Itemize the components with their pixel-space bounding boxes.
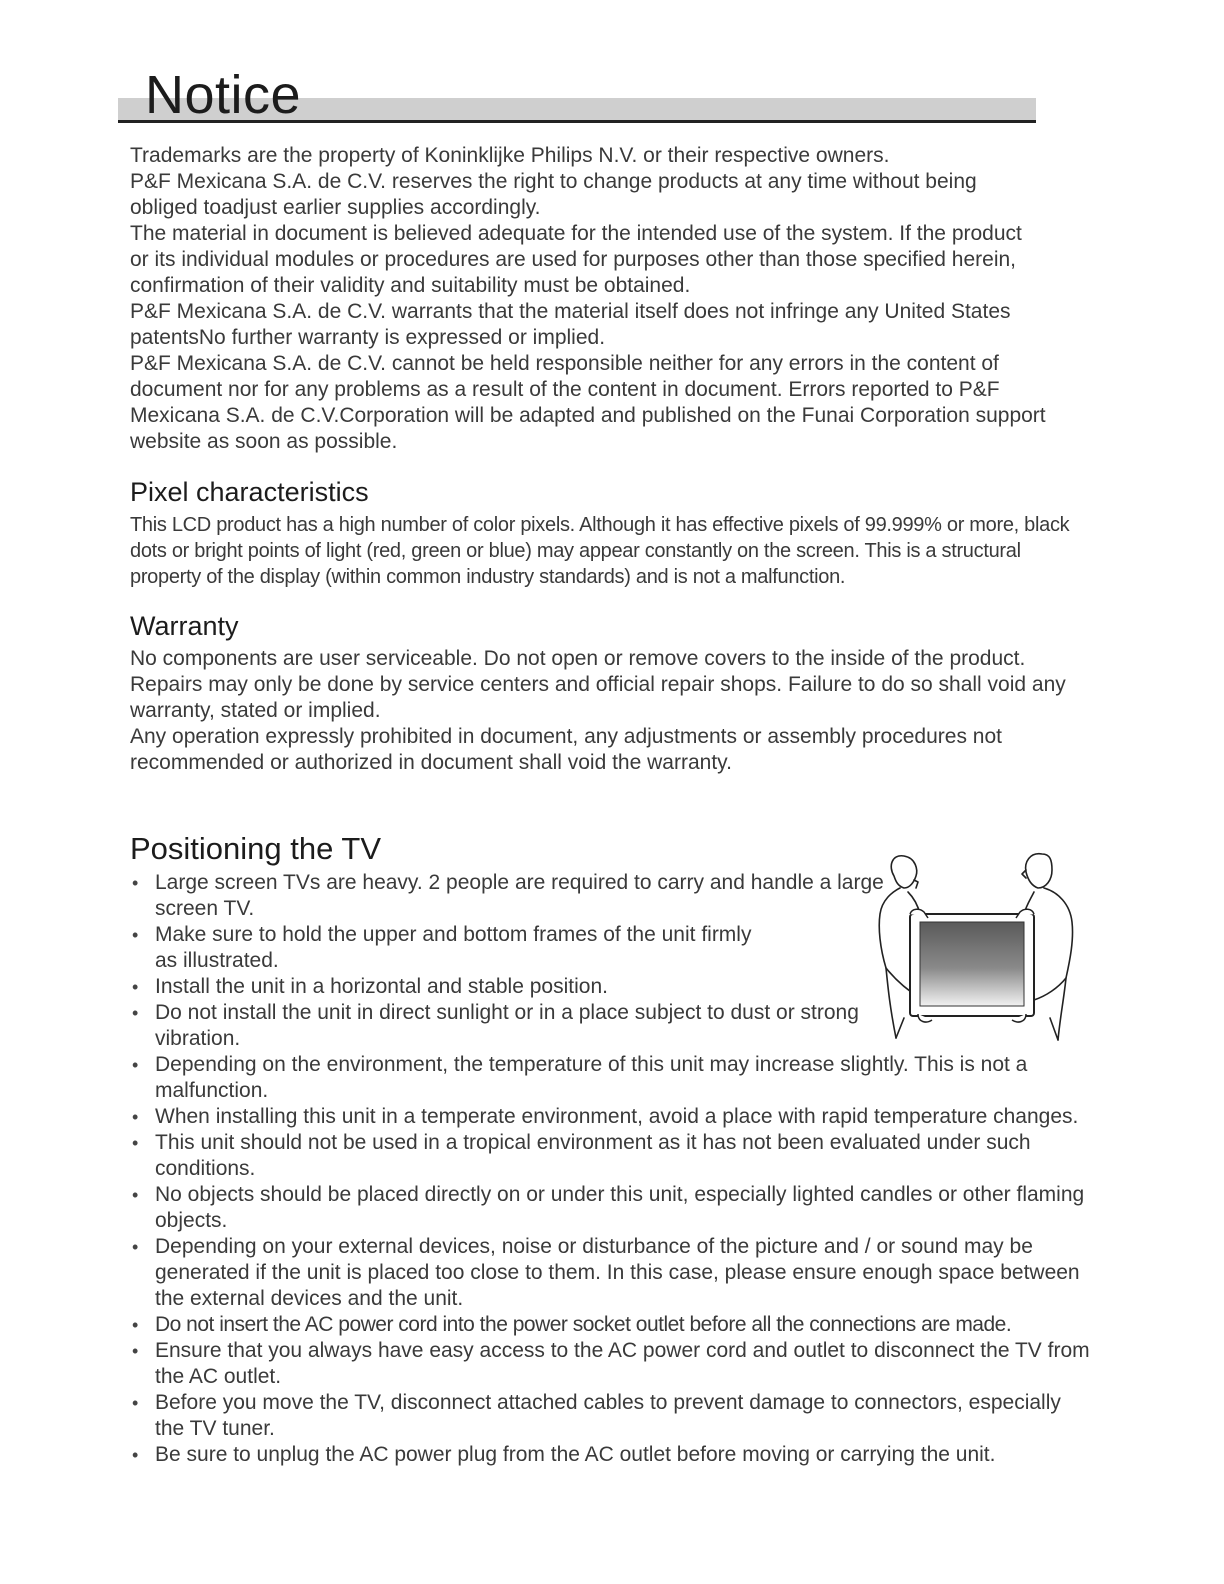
two-people-carrying-tv-illustration [874,848,1084,1044]
pixel-characteristics-heading: Pixel characteristics [130,477,369,507]
positioning-heading: Positioning the TV [130,831,382,866]
list-item: • When installing this unit in a temperate environment, avoid a place with rapid temperature changes. [130,1104,1100,1130]
pixel-characteristics-section [130,476,1090,590]
list-item: • Make sure to hold the upper and bottom frames of the unit firmly as illustrated. [130,922,775,974]
list-item: • Ensure that you always have easy access to the AC power cord and outlet to disconnect the TV from the AC outlet. [130,1338,1095,1390]
list-item: • Install the unit in a horizontal and stable position. [130,974,885,1000]
list-item: • Depending on the environment, the temperature of this unit may increase slightly. This is not a malfunction. [130,1052,1100,1104]
list-item: • Large screen TVs are heavy. 2 people are required to carry and handle a large screen TV. [130,870,885,922]
notice-section [130,143,1090,455]
pixel-characteristics-body: This LCD product has a high number of color pixels. Although it has effective pixels of 99.999% or more, black dots or bright points of light (red, green or blue) may appear constantly on the screen. This is a structural property of the display (within common industry standards) and is not a malfunction. [130,514,1070,588]
warranty-heading: Warranty [130,611,239,641]
warranty-paragraph: No components are user serviceable. Do not open or remove covers to the inside of the product. Repairs may only be done by service centers and official repair shops. Failure to do so shall void any warranty, stated or implied. [130,647,1066,722]
warranty-paragraph: Any operation expressly prohibited in document, any adjustments or assembly procedures not recommended or authorized in document shall void the warranty. [130,725,1002,774]
notice-paragraph: P&F Mexicana S.A. de C.V. cannot be held responsible neither for any errors in the content of document nor for any problems as a result of the content in document. Errors reported to P&F Mexicana S.A. de C.V.Corporation will be adapted and published on the Funai Corporation support website as soon as possible. [130,352,1046,453]
page-title: Notice [145,65,302,125]
list-item: • Be sure to unplug the AC power plug from the AC outlet before moving or carrying the unit. [130,1442,1115,1468]
list-item: • Depending on your external devices, noise or disturbance of the picture and / or sound may be generated if the unit is placed too close to them. In this case, please ensure enough space between the external devices and the unit. [130,1234,1105,1312]
list-item: • This unit should not be used in a tropical environment as it has not been evaluated under such conditions. [130,1130,1100,1182]
notice-paragraph: P&F Mexicana S.A. de C.V. warrants that the material itself does not infringe any United States patentsNo further warranty is expressed or implied. [130,300,1011,349]
list-item: • Do not insert the AC power cord into the power socket outlet before all the connections are made. [130,1312,1115,1338]
list-item: • Do not install the unit in direct sunlight or in a place subject to dust or strong vibration. [130,1000,870,1052]
notice-paragraph: P&F Mexicana S.A. de C.V. reserves the right to change products at any time without being obliged toadjust earlier supplies accordingly. [130,170,977,219]
notice-paragraph: The material in document is believed adequate for the intended use of the system. If the product or its individual modules or procedures are used for purposes other than those specified herein, confirmation of their validity and suitability must be obtained. [130,222,1022,297]
warranty-section [130,610,1090,776]
notice-paragraph: Trademarks are the property of Koninklijke Philips N.V. or their respective owners. [130,144,890,167]
list-item: • Before you move the TV, disconnect attached cables to prevent damage to connectors, especially the TV tuner. [130,1390,1075,1442]
list-item: • No objects should be placed directly on or under this unit, especially lighted candles or other flaming objects. [130,1182,1105,1234]
